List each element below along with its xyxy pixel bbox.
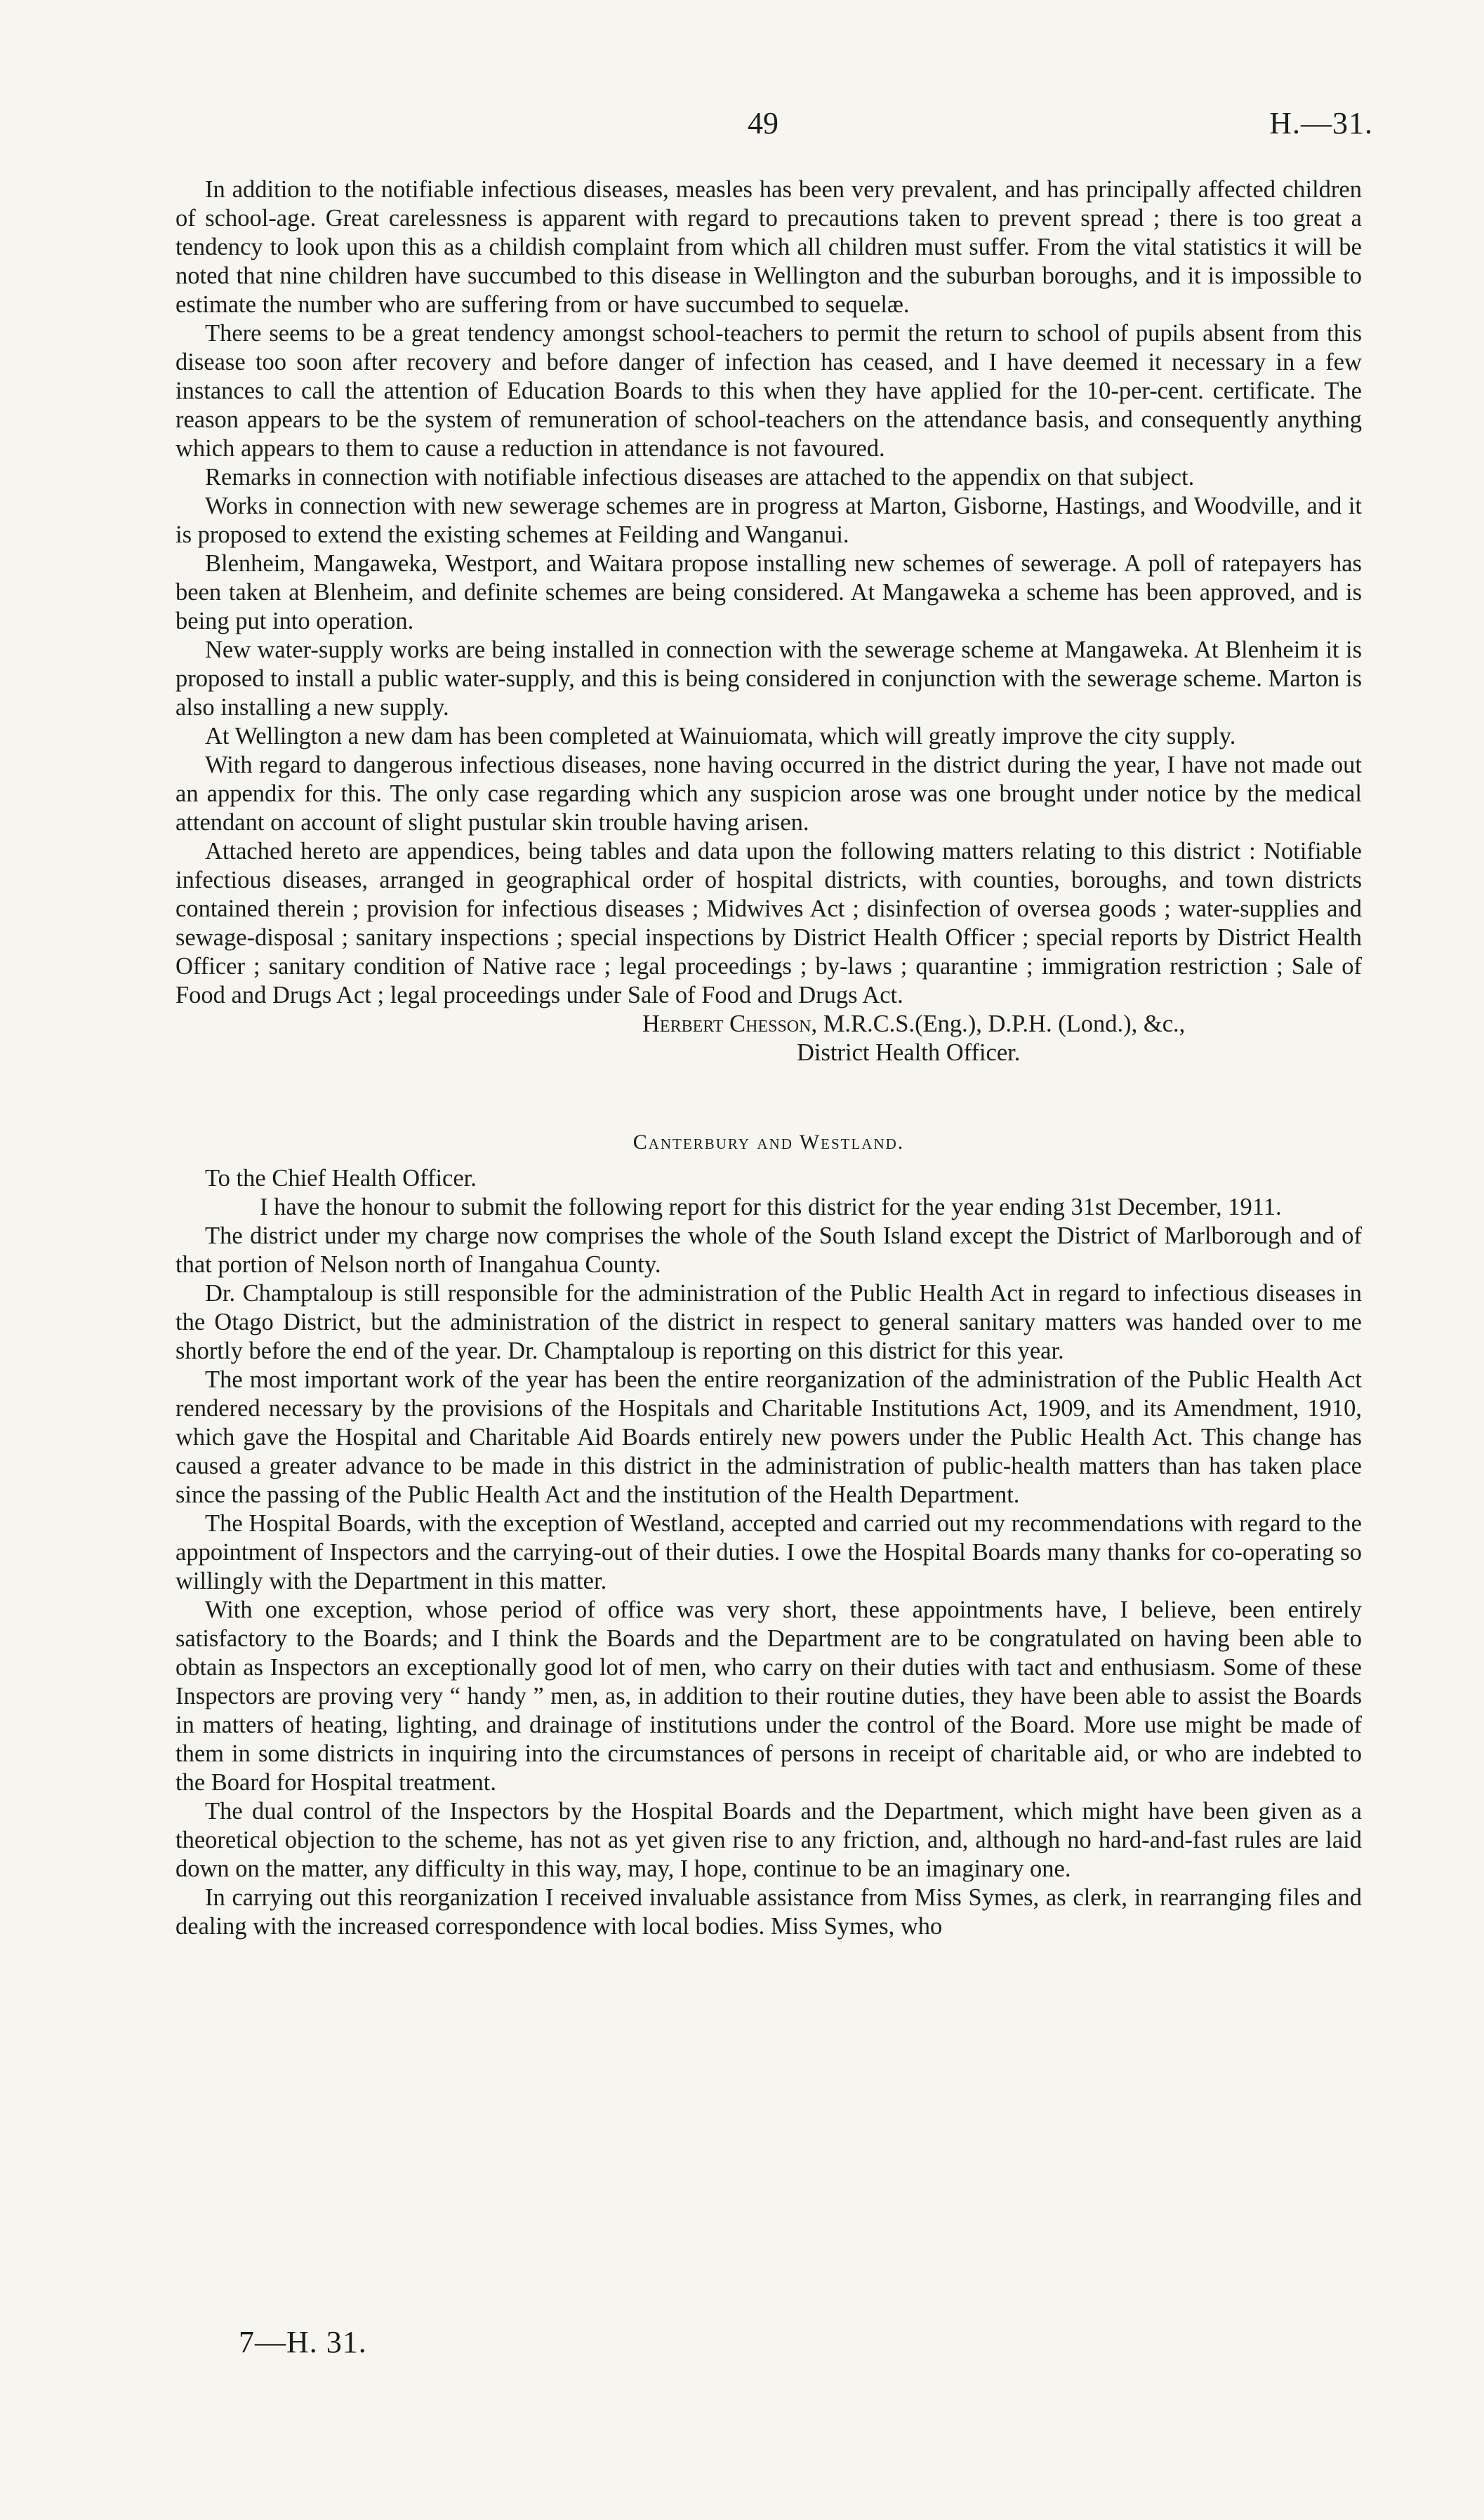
paragraph-inspector-appointments: With one exception, whose period of office was very short, these appointments have, I believe, been entirely satisfactory to the Boards; and I think the Boards and the Department are to be congratulated on having been able to obtain as Inspectors an exceptionally good lot of men, who carry on their duties with tact and enthusiasm. Some of these Inspectors are proving very “ handy ” men, as, in addition to their routine duties, they have been able to assist the Boards in matters of heating, lighting, and drainage of institutions under the control of the Board. More use might be made of them in some districts in inquiring into the circumstances of persons in receipt of charitable aid, or who are indebted to the Board for Hospital treatment. [175, 1596, 1362, 1796]
signature-mark: 7—H. 31. [239, 2325, 367, 2359]
opening-paragraph: I have the honour to submit the following report for this district for the year ending 31st December, 1911. [260, 1194, 1282, 1220]
paragraph-school-teachers: There seems to be a great tendency amongst school-teachers to permit the return to school of pupils absent from this disease too soon after recovery and before danger of infection has ceased, and I have deemed it necessary in a few instances to call the attention of Education Boards to this when they have applied for the 10-per-cent. certificate. The reason appears to be the system of remuneration of school-teachers on the attendance basis, and consequently anything which appears to them to cause a reduction in attendance is not favoured. [175, 320, 1362, 462]
paragraph-appendices: Attached hereto are appendices, being tables and data upon the following matters relating to this district : Notifiable infectious diseases, arranged in geographical order of hospital districts, with counties, boroughs, and town districts contained therein ; provision for infectious diseases ; Midwives Act ; disinfection of oversea goods ; water-supplies and sewage-disposal ; sanitary inspections ; special inspections by District Health Officer ; special reports by District Health Officer ; sanitary condition of Native race ; legal proceedings ; by-laws ; quarantine ; immigration restriction ; Sale of Food and Drugs Act ; legal proceedings under Sale of Food and Drugs Act. [175, 838, 1362, 1008]
paragraph-dangerous-diseases: With regard to dangerous infectious diseases, none having occurred in the district during the year, I have not made out an appendix for this. The only case regarding which any suspicion arose was one brought under notice by the medical attendant on account of slight pustular skin trouble having arisen. [175, 752, 1362, 836]
paragraph-water-supply: New water-supply works are being installed in connection with the sewerage scheme at Mangaweka. At Blenheim it is proposed to install a public water-supply, and this is being considered in conjunction with the sewerage scheme. Marton is also installing a new supply. [175, 636, 1362, 721]
paragraph-new-sewerage-schemes: Blenheim, Mangaweka, Westport, and Waitara propose installing new schemes of sewerage. A poll of ratepayers has been taken at Blenheim, and definite schemes are being considered. At Mangaweka a scheme has been approved, and is being put into operation. [175, 550, 1362, 634]
paragraph-district-extent: The district under my charge now comprises the whole of the South Island except the District of Marlborough and of that portion of Nelson north of Inangahua County. [175, 1222, 1362, 1278]
signature-line [642, 1010, 1362, 1039]
paragraph-miss-symes: In carrying out this reorganization I received invaluable assistance from Miss Symes, as clerk, in rearranging files and dealing with the increased correspondence with local bodies. Miss Symes, who [175, 1884, 1362, 1940]
page-body [175, 175, 1362, 1941]
paragraph-hospital-boards: The Hospital Boards, with the exception of Westland, accepted and carried out my recommendations with regard to the appointment of Inspectors and the carrying-out of their duties. I owe the Hospital Boards many thanks for co-operating so willingly with the Department in this matter. [175, 1510, 1362, 1594]
page-number: 49 [748, 106, 779, 140]
wellington-section [175, 175, 1362, 1067]
paragraph-wainuiomata-dam: At Wellington a new dam has been completed at Wainuiomata, which will greatly improve the city supply. [205, 723, 1236, 749]
paragraph-dual-control: The dual control of the Inspectors by the Hospital Boards and the Department, which might have been given as a theoretical objection to the scheme, has not as yet given rise to any friction, and, although no hard-and-fast rules are laid down on the matter, any difficulty in this way, may, I hope, continue to be an imaginary one. [175, 1798, 1362, 1882]
signature-title: District Health Officer. [797, 1039, 1021, 1066]
paragraph-infectious-remarks: Remarks in connection with notifiable infectious diseases are attached to the appendix on that subject. [205, 464, 1195, 491]
section-heading: Canterbury and Westland. [632, 1131, 905, 1154]
signature-qualifications: , M.R.C.S.(Eng.), D.P.H. (Lond.), &c., [811, 1011, 1186, 1037]
page-header [0, 105, 1484, 147]
paragraph-reorganization: The most important work of the year has been the entire reorganization of the administration of the Public Health Act rendered necessary by the provisions of the Hospitals and Charitable Institutions Act, 1909, and its Amendment, 1910, which gave the Hospital and Charitable Aid Boards entirely new powers under the Public Health Act. This change has caused a greater advance to be made in this district in the administration of public-health matters than has taken place since the passing of the Public Health Act and the institution of the Health Department. [175, 1366, 1362, 1508]
paragraph-sewerage-works: Works in connection with new sewerage schemes are in progress at Marton, Gisborne, Hastings, and Woodville, and it is proposed to extend the existing schemes at Feilding and Wanganui. [175, 493, 1362, 548]
addressee-line: To the Chief Health Officer. [205, 1165, 477, 1192]
paragraph-champtaloup: Dr. Champtaloup is still responsible for the administration of the Public Health Act in regard to infectious diseases in the Otago District, but the administration of the district in respect to general sanitary matters was handed over to me shortly before the end of the year. Dr. Champtaloup is reporting on this district for this year. [175, 1280, 1362, 1364]
signature-name: Herbert Chesson [642, 1011, 811, 1037]
canterbury-section [175, 1131, 1362, 1941]
document-reference: H.—31. [1269, 106, 1373, 140]
paragraph-measles: In addition to the notifiable infectious diseases, measles has been very prevalent, and has principally affected children of school-age. Great carelessness is apparent with regard to precautions taken to prevent spread ; there is too great a tendency to look upon this as a childish complaint from which all children must suffer. From the vital statistics it will be noted that nine children have succumbed to this disease in Wellington and the suburban boroughs, and it is impossible to estimate the number who are suffering from or have succumbed to sequelæ. [175, 176, 1362, 318]
